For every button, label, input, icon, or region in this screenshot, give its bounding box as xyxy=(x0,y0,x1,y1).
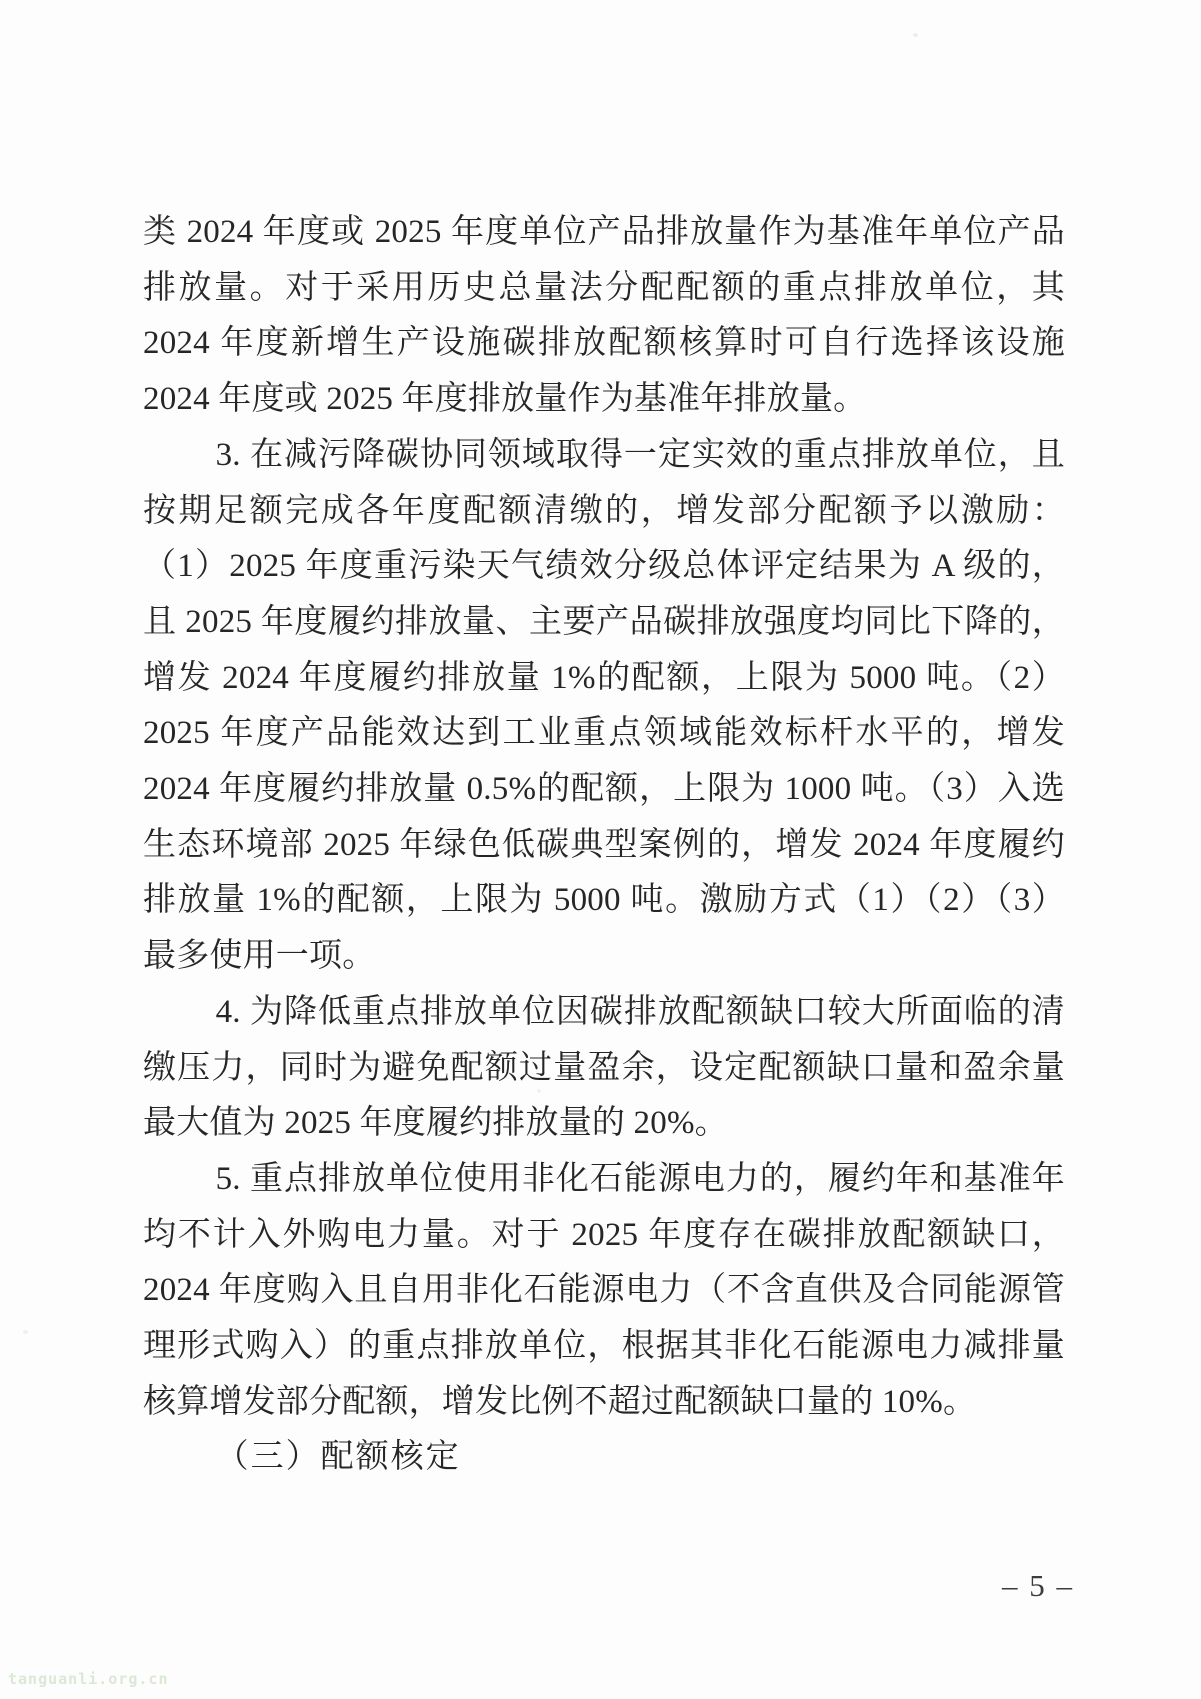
watermark: tanguanli.org.cn xyxy=(8,1670,169,1688)
body-line: 3. 在减污降碳协同领域取得一定实效的重点排放单位，且 xyxy=(215,436,1065,473)
document-body xyxy=(143,205,1065,1486)
body-line: 且 2025 年度履约排放量、主要产品碳排放强度均同比下降的， xyxy=(143,603,1065,640)
page-number: – 5 – xyxy=(1002,1568,1074,1603)
body-line: 最多使用一项。 xyxy=(143,938,376,975)
body-line: 核算增发部分配额，增发比例不超过配额缺口量的 10%。 xyxy=(143,1383,977,1420)
body-line: 2024 年度购入且自用非化石能源电力（不含直供及合同能源管 xyxy=(143,1272,1065,1309)
body-line: 2024 年度或 2025 年度排放量作为基准年排放量。 xyxy=(143,381,867,418)
body-line: 2025 年度产品能效达到工业重点领域能效标杆水平的，增发 xyxy=(143,715,1065,752)
body-line: 4. 为降低重点排放单位因碳排放配额缺口较大所面临的清 xyxy=(215,993,1065,1030)
scan-artifact xyxy=(537,1089,541,1093)
body-line: （1）2025 年度重污染天气绩效分级总体评定结果为 A 级的， xyxy=(143,548,1065,585)
scan-artifact xyxy=(913,33,918,37)
body-line: 5. 重点排放单位使用非化石能源电力的，履约年和基准年 xyxy=(215,1160,1065,1197)
body-line: 按期足额完成各年度配额清缴的，增发部分配额予以激励： xyxy=(143,492,1065,529)
body-line: 2024 年度履约排放量 0.5%的配额，上限为 1000 吨。（3）入选 xyxy=(143,771,1065,808)
body-line: 排放量 1%的配额，上限为 5000 吨。激励方式（1）（2）（3） xyxy=(143,882,1065,919)
body-line: 2024 年度新增生产设施碳排放配额核算时可自行选择该设施 xyxy=(143,325,1065,362)
section-heading: （三）配额核定 xyxy=(215,1439,461,1476)
body-line: 最大值为 2025 年度履约排放量的 20%。 xyxy=(143,1105,728,1142)
body-line: 缴压力，同时为避免配额过量盈余，设定配额缺口量和盈余量 xyxy=(143,1049,1065,1086)
body-line: 排放量。对于采用历史总量法分配配额的重点排放单位，其 xyxy=(143,269,1065,306)
body-line: 生态环境部 2025 年绿色低碳典型案例的，增发 2024 年度履约 xyxy=(143,826,1065,863)
body-line: 增发 2024 年度履约排放量 1%的配额，上限为 5000 吨。（2） xyxy=(143,659,1065,696)
body-line: 类 2024 年度或 2025 年度单位产品排放量作为基准年单位产品 xyxy=(143,214,1065,250)
body-line: 均不计入外购电力量。对于 2025 年度存在碳排放配额缺口， xyxy=(143,1216,1065,1253)
scan-artifact xyxy=(23,1330,28,1334)
body-line: 理形式购入）的重点排放单位，根据其非化石能源电力减排量 xyxy=(143,1328,1065,1365)
